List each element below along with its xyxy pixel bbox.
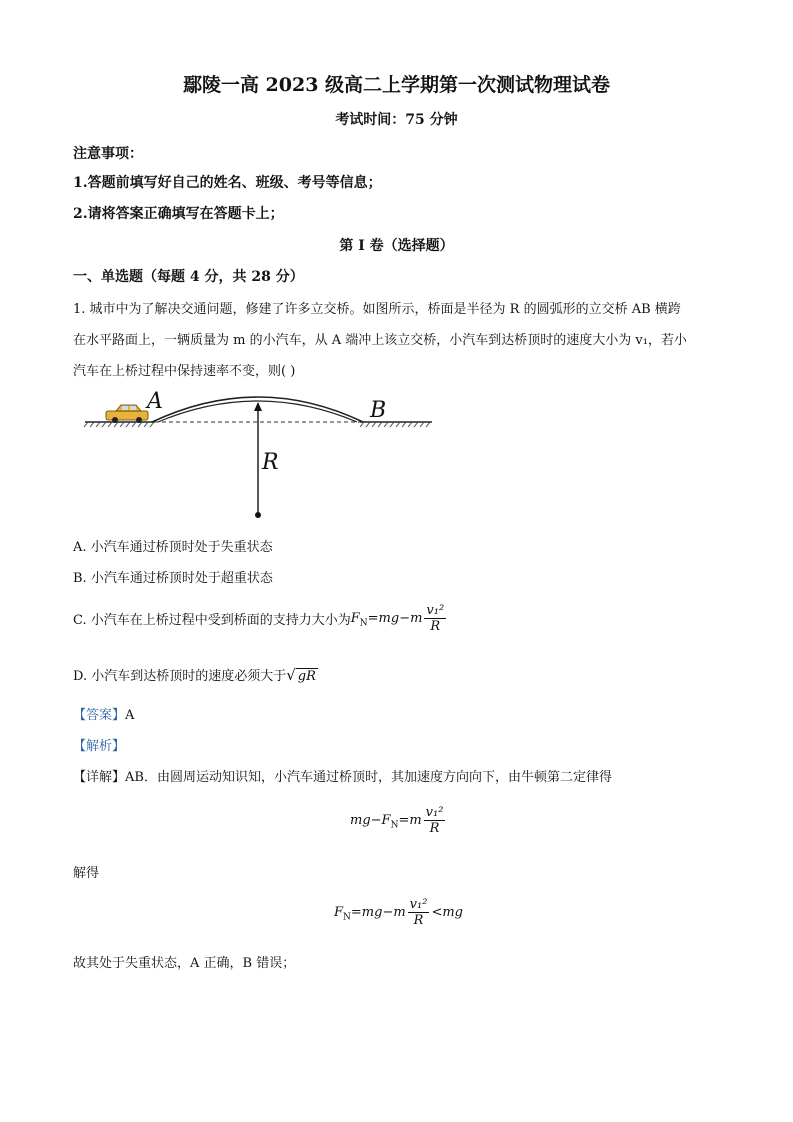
detail-tag: 【详解】 [73, 770, 126, 785]
eq2-frac-num: v₁² [409, 897, 428, 912]
equation-2 [334, 897, 463, 928]
equation-1 [350, 805, 447, 836]
option-d-formula: gR [297, 669, 316, 684]
eq1-lhs: mg−F [350, 813, 391, 828]
eq2-lhs: F [334, 905, 344, 920]
detail-line [73, 766, 612, 785]
volume-title: 第 I 卷（选择题） [339, 238, 454, 254]
option-c-sub: N [359, 618, 368, 629]
option-c-frac-den: R [430, 619, 441, 634]
notice-item-1: 1.答题前填写好自己的姓名、班级、考号等信息； [73, 175, 382, 191]
car-icon [106, 405, 148, 423]
eq2-tail: <mg [431, 905, 463, 920]
option-c-frac-num: v₁² [426, 603, 445, 618]
eq1-sub: N [390, 820, 399, 831]
answer-value: A [125, 708, 135, 723]
eq1-frac-num: v₁² [425, 805, 444, 820]
part-title: 一、单选题（每题 4 分，共 28 分） [73, 269, 304, 285]
question-1-line-1: 1. 城市中为了解决交通问题，修建了许多立交桥。如图所示，桥面是半径为 R 的圆弧形的立交桥 AB 横跨 [73, 302, 681, 317]
eq2-frac-den: R [413, 913, 424, 928]
eq2-mid: =mg−m [350, 905, 406, 920]
option-d-text: D. 小汽车到达桥顶时的速度必须大于 [73, 669, 287, 684]
option-c-fraction [424, 603, 446, 634]
exam-time: 考试时间：75 分钟 [335, 112, 458, 128]
question-1-line-2: 在水平路面上，一辆质量为 m 的小汽车，从 A 端冲上该立交桥，小汽车到达桥顶时的速度大小为 v₁，若小 [73, 333, 687, 348]
option-b: B. 小汽车通过桥顶时处于超重状态 [73, 571, 273, 586]
notice-item-2: 2.请将答案正确填写在答题卡上； [73, 206, 284, 222]
detail-text: AB．由圆周运动知识知，小汽车通过桥顶时，其加速度方向向下，由牛顿第二定律得 [125, 770, 612, 785]
option-d: D. 小汽车到达桥顶时的速度必须大于√ gR [73, 666, 316, 684]
solve-text: 解得 [73, 866, 100, 881]
answer-tag: 【答案】 [73, 708, 126, 723]
option-c-rhs: =mg−m [367, 611, 423, 626]
conclusion: 故其处于失重状态，A 正确，B 错误； [73, 956, 296, 971]
option-a: A. 小汽车通过桥顶时处于失重状态 [73, 540, 273, 555]
eq2-fraction [408, 897, 430, 928]
question-1-line-3: 汽车在上桥过程中保持速率不变，则( ) [73, 364, 296, 379]
eq1-mid: =m [398, 813, 422, 828]
label-r: R [262, 450, 279, 475]
label-a: A [147, 389, 163, 414]
eq1-frac-den: R [429, 821, 440, 836]
notice-heading: 注意事项： [73, 146, 143, 162]
label-b: B [370, 398, 387, 423]
option-c [73, 603, 448, 634]
eq2-sub: N [343, 912, 351, 923]
option-c-text: C. 小汽车在上桥过程中受到桥面的支持力大小为 [73, 613, 351, 628]
page-title: 鄢陵一高 2023 级高二上学期第一次测试物理试卷 [182, 74, 611, 96]
bridge-diagram [80, 384, 440, 524]
answer-line [73, 704, 134, 723]
eq1-fraction [424, 805, 446, 836]
option-c-lhs: F [350, 611, 360, 626]
analysis-tag: 【解析】 [73, 739, 126, 754]
